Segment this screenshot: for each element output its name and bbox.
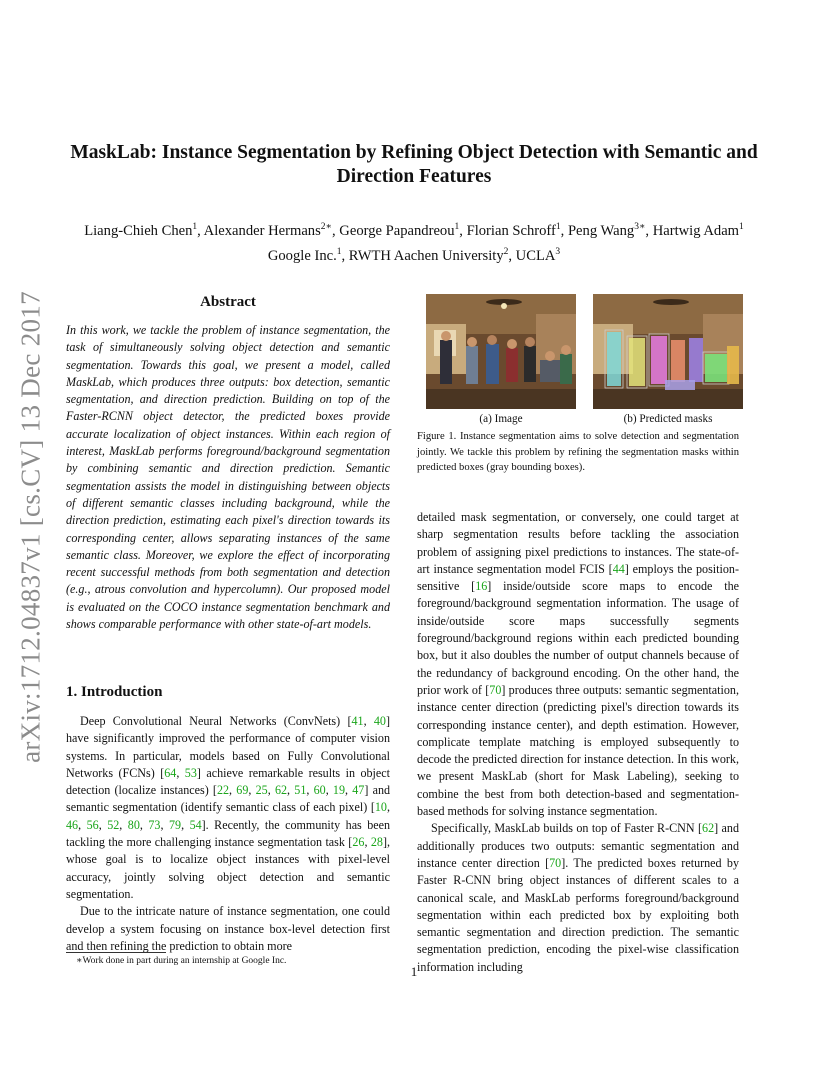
paper-title: MaskLab: Instance Segmentation by Refining Object Detection with Semantic and Direction Features [70, 142, 758, 187]
abstract-heading: Abstract [200, 294, 256, 310]
citation-link[interactable]: 73 [148, 817, 161, 832]
citation-link[interactable]: 70 [489, 682, 502, 697]
affiliation-marker: 1 [739, 222, 744, 232]
citation-link[interactable]: 46 [66, 817, 79, 832]
citation-link[interactable]: 79 [168, 817, 182, 832]
citation-link[interactable]: 47 [352, 783, 365, 798]
citation-link[interactable]: 40 [373, 714, 386, 728]
affiliation-marker: 2∗ [320, 222, 332, 232]
abstract-text: In this work, we tackle the problem of instance segmentation, the task of simultaneously solving object detection and semantic segmentation. Towards this goal, we present a model, called MaskLab, which produces three outputs: box detection, semantic segmentation, and direction prediction. Building on top of the Faster-RCNN object detector, the predicted boxes provide accurate localization of object instances. Within each region of interest, MaskLab performs foreground/background segmentation by combining semantic and direction prediction. Semantic segmentation assists the model in distinguishing between objects of different semantic classes including background, while the direction prediction, estimating each pixel's direction towards its corresponding center, allows separating instances of the same semantic class. Moreover, we explore the effect of incorporating recent successful methods from both segmentation and detection (e.g., atrous convolution and hypercolumn). Our proposed model is evaluated on the COCO instance segmentation benchmark and shows comparable performance with other state-of-art models. [66, 323, 390, 632]
affiliation-list: Google Inc.$^1$, RWTH Aachen University$^2$, UCLA$^3$ [267, 246, 561, 264]
name-text: George Papandreou [339, 222, 455, 239]
right-column-body [417, 509, 739, 976]
figure-caption: Figure 1. Instance segmentation aims to solve detection and segmentation jointly. We tackle this problem by refining the segmentation masks within predicted boxes (gray bounding boxes). [417, 431, 739, 473]
citation-link[interactable]: 19 [332, 783, 346, 798]
right-paragraph-2: Specifically, MaskLab builds on top of Faster R-CNN [62] and additionally produces two outputs: semantic segmentation and instance center direction [70]. The predicted boxes returned by Faster R-CNN bring object instances of different scales to a canonical scale, and MaskLab performs foreground/background segmentation within each predicted box by exploiting both semantic segmentation and direction prediction. The semantic segmentation prediction, encoding the pixel-wise classification information including [417, 821, 740, 974]
intro-paragraph-2: Due to the intricate nature of instance segmentation, one could develop a system focusing on instance box-level detection first and then refining the prediction to obtain more [66, 904, 390, 953]
citation-link[interactable]: 22 [216, 783, 230, 798]
citation-link[interactable]: 54 [189, 817, 202, 832]
name-text: Google Inc. [267, 247, 337, 264]
citation-link[interactable]: 51 [294, 783, 307, 798]
intro-paragraph-1: Deep Convolutional Neural Networks (ConvNets) [41, 40] have significantly improved the performance of computer vision systems. In particular, models based on Fully Convolutional Networks (FCNs) [64, 53] achieve remarkable results in object detection (localize instances) [22, 69, 25, 62, 51, 60, 19, 47] and semantic segmentation (identify semantic class of each pixel) [10, 46, 56, 52, 80, 73, 79, 54]. Recently, the community has been tackling the more challenging instance segmentation task [26, 28], whose goal is to localize object instances with pixel-level accuracy, jointly solving object detection and semantic segmentation. [66, 714, 391, 901]
citation-link[interactable]: 56 [86, 817, 99, 832]
citation-link[interactable]: 70 [549, 855, 562, 870]
affiliation-marker: 3∗ [634, 222, 646, 232]
figure-image-b [593, 294, 743, 409]
footnote: ∗Work done in part during an internship at Google Inc. [76, 956, 287, 966]
citation-link[interactable]: 41 [351, 714, 364, 728]
citation-link[interactable]: 62 [702, 821, 715, 836]
affiliation-marker: 1 [454, 222, 460, 232]
citation-link[interactable]: 60 [313, 783, 326, 798]
name-text: Alexander Hermans [203, 222, 321, 239]
affiliation-marker: 1 [192, 222, 198, 232]
figure-subcaption-b: (b) Predicted masks [623, 413, 713, 425]
right-paragraph-1: detailed mask segmentation, or conversely, one could target at sharp segmentation results before tackling the association problem of assigning pixel predictions to instances. The state-of-art instance segmentation model FCIS [44] employs the position-sensitive [16] inside/outside score maps to encode the foreground/background segmentation information. The usage of inside/outside score maps successfully segments foreground/background regions within each predicted bounding box, but it also doubles the number of output channels because of the redundancy of background encoding. On the other hand, the prior work of [70] produces three outputs: semantic segmentation, instance center direction (predicting pixel's direction towards its corresponding instance center), and depth estimation. However, complicate template matching is employed subsequently to decode the predicted direction for instance detection. In this work, we present MaskLab (short for Mask Labeling), seeking to combine the best from both detection-based and segmentation-based methods for solving instance segmentation. [417, 510, 740, 819]
introduction-body [66, 713, 390, 955]
author-list: Liang-Chieh Chen$^1$, Alexander Hermans$^{2∗}$, George Papandreou$^1$, Florian Schroff$^1$, Peng Wang$^{3∗}$, Hartwig Adam$^1$ [84, 222, 744, 239]
name-text: Liang-Chieh Chen [84, 222, 193, 239]
citation-link[interactable]: 62 [274, 783, 288, 798]
citation-link[interactable]: 44 [612, 561, 625, 576]
citation-link[interactable]: 52 [107, 817, 120, 832]
citation-link[interactable]: 26 [352, 835, 365, 850]
author-block [20, 217, 808, 267]
name-text: Florian Schroff [466, 222, 556, 239]
name-text: Hartwig Adam [652, 222, 740, 239]
citation-link[interactable]: 80 [127, 817, 140, 832]
arxiv-sidebar [13, 282, 49, 772]
affiliation-marker: 1 [336, 246, 342, 257]
affiliation-marker: 1 [555, 222, 561, 232]
citation-link[interactable]: 10 [374, 800, 387, 815]
affiliation-marker: 2 [503, 246, 509, 257]
affiliation-marker: 3 [555, 246, 561, 257]
name-text: Peng Wang [567, 222, 635, 239]
citation-link[interactable]: 16 [475, 579, 488, 594]
citation-link[interactable]: 53 [184, 765, 197, 780]
citation-link[interactable]: 69 [236, 783, 249, 798]
name-text: UCLA [515, 247, 556, 264]
footnote-divider [66, 952, 166, 953]
citation-link[interactable]: 28 [370, 835, 383, 850]
figure-image-a [426, 294, 576, 409]
page-number: 1 [410, 964, 418, 979]
arxiv-identifier: arXiv:1712.04837v1 [cs.CV] 13 Dec 2017 [15, 291, 46, 763]
name-text: RWTH Aachen University [348, 247, 504, 264]
figure-subcaption-a: (a) Image [479, 413, 523, 425]
citation-link[interactable]: 25 [255, 783, 268, 798]
introduction-heading: 1. Introduction [66, 684, 163, 700]
citation-link[interactable]: 64 [164, 765, 177, 780]
